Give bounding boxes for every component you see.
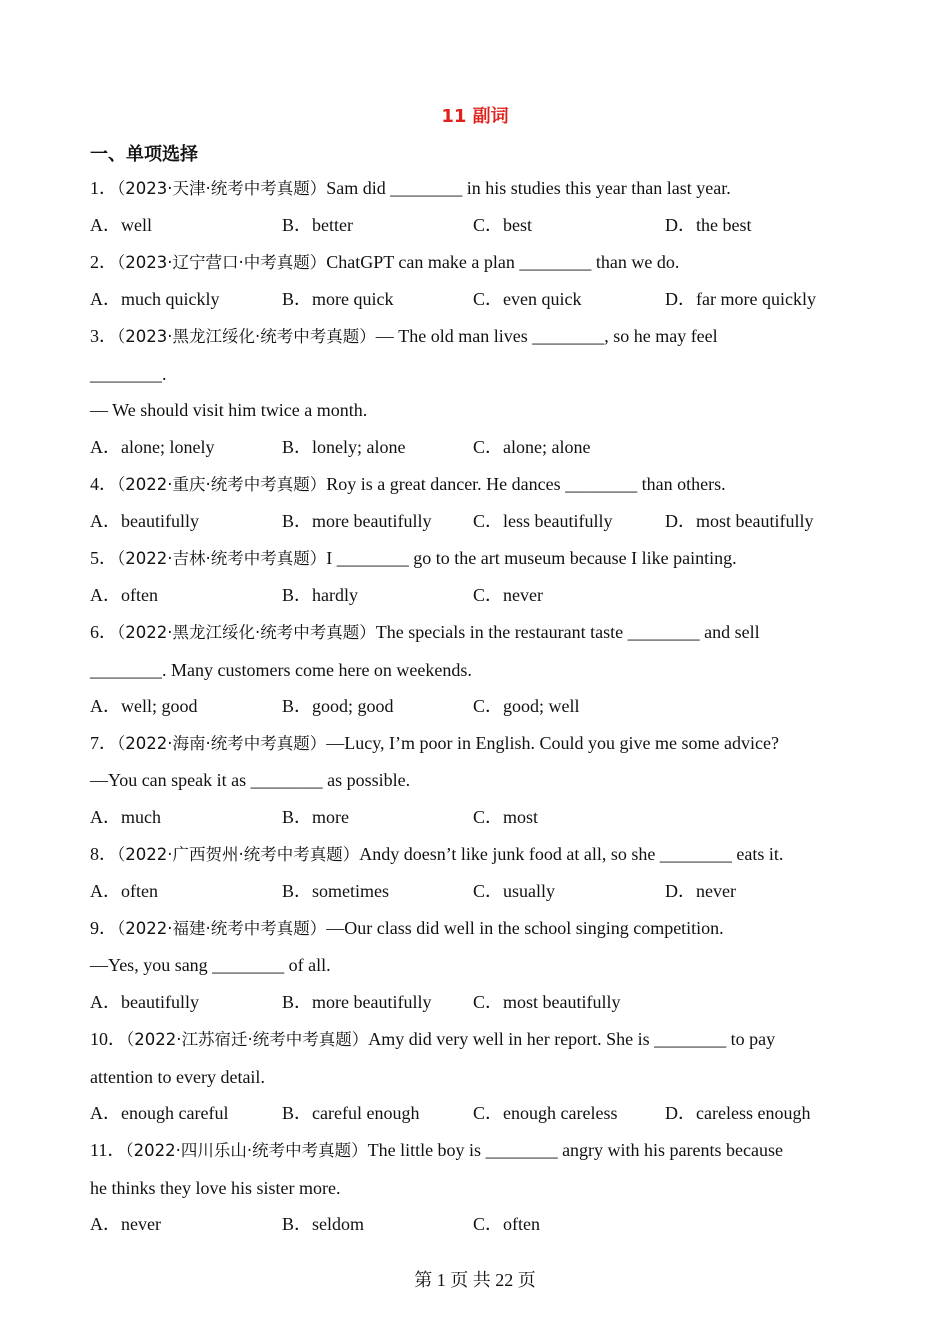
option-a[interactable]: A．never [90, 1214, 161, 1234]
question-3-reply: — We should visit him twice a month. [90, 400, 368, 420]
section-heading: 一、单项选择 [90, 144, 198, 165]
option-a[interactable]: A．beautifully [90, 511, 199, 531]
question-6-continued: ________. Many customers come here on weekends. [90, 660, 472, 680]
option-b[interactable]: B．hardly [282, 585, 358, 605]
question-text: —Our class did well in the school singing competition. [326, 918, 724, 938]
question-5-options [90, 584, 870, 606]
option-b[interactable]: B．more beautifully [282, 992, 432, 1012]
option-a[interactable]: A．often [90, 881, 158, 901]
question-text: Andy doesn’t like junk food at all, so she ________ eats it. [359, 844, 784, 864]
question-number: 10． [90, 1029, 126, 1049]
option-d[interactable]: D．never [665, 881, 736, 901]
question-2 [90, 251, 679, 274]
question-source: （2022·四川乐山·统考中考真题） [125, 1141, 368, 1160]
question-9-reply: —Yes, you sang ________ of all. [90, 955, 331, 975]
question-text: — The old man lives ________, so he may feel [375, 326, 718, 346]
option-a[interactable]: A．well [90, 215, 152, 235]
question-2-options [90, 288, 870, 310]
page-footer: 第 1 页 共 22 页 [414, 1270, 536, 1290]
question-source: （2022·广西贺州·统考中考真题） [117, 845, 360, 864]
question-6-options [90, 695, 870, 717]
option-c[interactable]: C．often [473, 1214, 540, 1234]
option-c[interactable]: C．less beautifully [473, 511, 613, 531]
question-source: （2023·辽宁营口·中考真题） [117, 253, 327, 272]
question-number: 7． [90, 733, 117, 753]
option-c[interactable]: C．most [473, 807, 539, 827]
question-number: 8． [90, 844, 117, 864]
question-number: 4． [90, 474, 117, 494]
option-c[interactable]: C．never [473, 585, 543, 605]
question-source: （2022·江苏宿迁·统考中考真题） [126, 1030, 369, 1049]
option-c[interactable]: C．usually [473, 881, 556, 901]
option-c[interactable]: C．even quick [473, 289, 582, 309]
question-text: I ________ go to the art museum because I like painting. [326, 548, 737, 568]
option-b[interactable]: B．sometimes [282, 881, 389, 901]
question-text: The specials in the restaurant taste ________ and sell [375, 622, 760, 642]
question-text: ChatGPT can make a plan ________ than we do. [326, 252, 680, 272]
page-title: 11 副词 [441, 106, 509, 127]
question-source: （2022·福建·统考中考真题） [117, 919, 327, 938]
option-b[interactable]: B．more [282, 807, 349, 827]
question-1-options [90, 214, 870, 236]
option-c[interactable]: C．good; well [473, 696, 580, 716]
question-10-options [90, 1102, 870, 1124]
question-source: （2022·海南·统考中考真题） [117, 734, 327, 753]
question-1 [90, 177, 731, 200]
option-c[interactable]: C．best [473, 215, 533, 235]
option-d[interactable]: D．most beautifully [665, 511, 814, 531]
question-number: 6． [90, 622, 117, 642]
question-source: （2023·黑龙江绥化·统考中考真题） [117, 327, 376, 346]
question-8 [90, 843, 783, 866]
option-a[interactable]: A．often [90, 585, 158, 605]
option-b[interactable]: B．careful enough [282, 1103, 420, 1123]
question-7-options [90, 806, 870, 828]
question-source: （2022·吉林·统考中考真题） [117, 549, 327, 568]
question-5 [90, 547, 737, 570]
question-10-continued: attention to every detail. [90, 1067, 265, 1087]
option-b[interactable]: B．more quick [282, 289, 394, 309]
option-d[interactable]: D．far more quickly [665, 289, 816, 309]
question-source: （2022·黑龙江绥化·统考中考真题） [117, 623, 376, 642]
question-number: 3． [90, 326, 117, 346]
option-b[interactable]: B．lonely; alone [282, 437, 406, 457]
option-b[interactable]: B．good; good [282, 696, 394, 716]
question-9 [90, 917, 724, 940]
question-3 [90, 325, 718, 348]
option-b[interactable]: B．better [282, 215, 353, 235]
question-text: Sam did ________ in his studies this year than last year. [326, 178, 731, 198]
option-a[interactable]: A．much quickly [90, 289, 220, 309]
question-11-continued: he thinks they love his sister more. [90, 1178, 341, 1198]
option-a[interactable]: A．enough careful [90, 1103, 229, 1123]
option-d[interactable]: D．careless enough [665, 1103, 811, 1123]
question-8-options [90, 880, 870, 902]
question-3-continued: ________. [90, 364, 167, 384]
question-10 [90, 1028, 775, 1051]
option-b[interactable]: B．more beautifully [282, 511, 432, 531]
question-4-options [90, 510, 870, 532]
question-number: 11． [90, 1140, 126, 1160]
option-d[interactable]: D．the best [665, 215, 752, 235]
question-number: 2． [90, 252, 117, 272]
question-source: （2023·天津·统考中考真题） [117, 179, 327, 198]
question-source: （2022·重庆·统考中考真题） [117, 475, 327, 494]
question-11 [90, 1139, 783, 1162]
question-number: 5． [90, 548, 117, 568]
option-a[interactable]: A．beautifully [90, 992, 199, 1012]
option-c[interactable]: C．most beautifully [473, 992, 621, 1012]
option-c[interactable]: C．enough careless [473, 1103, 618, 1123]
question-text: Amy did very well in her report. She is ________ to pay [368, 1029, 776, 1049]
question-9-options [90, 991, 870, 1013]
question-text: The little boy is ________ angry with his parents because [367, 1140, 783, 1160]
question-11-options [90, 1213, 870, 1235]
question-7 [90, 732, 779, 755]
question-number: 1． [90, 178, 117, 198]
question-3-options [90, 436, 870, 458]
option-c[interactable]: C．alone; alone [473, 437, 591, 457]
option-a[interactable]: A．well; good [90, 696, 198, 716]
option-b[interactable]: B．seldom [282, 1214, 365, 1234]
question-6 [90, 621, 760, 644]
question-7-reply: —You can speak it as ________ as possible. [90, 770, 411, 790]
question-number: 9． [90, 918, 117, 938]
option-a[interactable]: A．much [90, 807, 161, 827]
question-4 [90, 473, 726, 496]
option-a[interactable]: A．alone; lonely [90, 437, 215, 457]
question-text: Roy is a great dancer. He dances ________ than others. [326, 474, 726, 494]
question-text: —Lucy, I’m poor in English. Could you give me some advice? [326, 733, 779, 753]
